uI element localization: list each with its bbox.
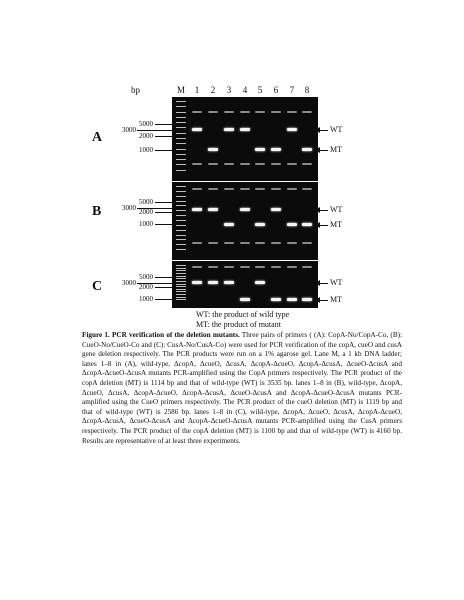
lane-label-5: 5	[257, 85, 263, 95]
ladder-band	[176, 143, 186, 144]
faint-band	[192, 163, 202, 165]
gel-panel-c	[172, 261, 318, 308]
ladder-band	[176, 230, 186, 231]
ladder-band	[176, 278, 186, 279]
panel-letter-a: A	[92, 130, 103, 145]
ladder-band	[176, 286, 186, 287]
gel-panel-b	[172, 182, 318, 260]
panel-letter-c: C	[92, 279, 103, 294]
faint-band	[192, 242, 202, 244]
ladder-band	[176, 205, 186, 206]
gel-band-b-lane-5	[255, 223, 265, 226]
panel-a-left-marker: 3000	[122, 126, 136, 134]
panel-c-left-marker: 3000	[122, 279, 136, 287]
ladder-band	[176, 210, 186, 211]
panel-c-mt-label: MT	[330, 295, 342, 304]
ladder-band	[176, 164, 186, 165]
gel-band-c-lane-8	[302, 298, 312, 301]
panel-c-marker-line-2000	[155, 287, 172, 288]
faint-band	[302, 266, 312, 268]
ladder-band	[176, 244, 186, 245]
faint-band	[302, 163, 312, 165]
gel-band-b-lane-6	[271, 208, 281, 211]
lane-label-m: M	[176, 85, 185, 95]
gel-band-a-lane-4	[240, 128, 250, 131]
faint-band	[302, 242, 312, 244]
ladder-band	[176, 201, 186, 202]
gel-band-a-lane-7	[287, 128, 297, 131]
faint-band	[287, 111, 297, 113]
panel-b-mt-arrow	[318, 225, 328, 226]
panel-letter-b: B	[92, 204, 102, 219]
gel-band-c-lane-4	[240, 298, 250, 301]
faint-band	[255, 163, 265, 165]
gel-band-a-lane-2	[208, 148, 218, 151]
gel-band-b-lane-7	[287, 223, 297, 226]
faint-band	[240, 163, 250, 165]
ladder-band	[176, 122, 186, 123]
panel-c-wt-label: WT	[330, 278, 343, 287]
figure-caption	[82, 331, 402, 446]
faint-band	[224, 242, 234, 244]
ladder-band	[176, 170, 186, 171]
panel-b-marker-1000: 1000	[139, 220, 153, 228]
ladder-band	[176, 276, 186, 277]
faint-band	[287, 266, 297, 268]
faint-band	[208, 242, 218, 244]
panel-b-wt-label: WT	[330, 205, 343, 214]
gel-band-b-lane-4	[240, 208, 250, 211]
gel-band-b-lane-3	[224, 223, 234, 226]
faint-band	[224, 163, 234, 165]
gel-band-c-lane-1	[192, 281, 202, 284]
faint-band	[271, 266, 281, 268]
lane-label-4: 4	[242, 85, 248, 95]
bp-axis-label: bp	[131, 85, 140, 95]
panel-c-marker-line-5000	[155, 277, 172, 278]
ladder-band	[176, 270, 186, 271]
gel-band-a-lane-1	[192, 128, 202, 131]
panel-a-marker-5000: 5000	[139, 120, 153, 128]
faint-band	[271, 163, 281, 165]
ladder-band	[176, 154, 186, 155]
panel-c-marker-5000: 5000	[139, 273, 153, 281]
faint-band	[302, 111, 312, 113]
panel-a-mt-arrow	[318, 150, 328, 151]
ladder-band	[176, 225, 186, 226]
faint-band	[255, 266, 265, 268]
faint-band	[271, 188, 281, 190]
gel-band-c-lane-6	[271, 298, 281, 301]
panel-a-marker-line-5000	[155, 124, 172, 125]
faint-band	[287, 188, 297, 190]
ladder-band	[176, 249, 186, 250]
ladder-band	[176, 281, 186, 282]
gel-band-c-lane-2	[208, 281, 218, 284]
faint-band	[224, 266, 234, 268]
gel-band-a-lane-5	[255, 148, 265, 151]
faint-band	[208, 111, 218, 113]
ladder-band	[176, 149, 186, 150]
panel-a-wt-label: WT	[330, 125, 343, 134]
ladder-band	[176, 297, 186, 298]
faint-band	[208, 163, 218, 165]
faint-band	[255, 242, 265, 244]
caption-title: Figure 1. PCR verification of the deletion mutants.	[82, 331, 240, 339]
ladder-band	[176, 265, 186, 266]
faint-band	[224, 188, 234, 190]
faint-band	[271, 111, 281, 113]
ladder-band	[176, 291, 186, 292]
gel-band-a-lane-3	[224, 128, 234, 131]
ladder-band	[176, 235, 186, 236]
panel-a-marker-line-2000	[155, 136, 172, 137]
gel-band-b-lane-2	[208, 208, 218, 211]
lane-label-1: 1	[194, 85, 200, 95]
lane-label-6: 6	[273, 85, 279, 95]
ladder-band	[176, 117, 186, 118]
panel-b-marker-line-1000	[155, 224, 172, 225]
ladder-band	[176, 159, 186, 160]
panel-a-marker-2000: 2000	[139, 132, 153, 140]
ladder-band	[176, 299, 186, 300]
panel-b-marker-line-5000	[155, 202, 172, 203]
faint-band	[302, 188, 312, 190]
ladder-band	[176, 284, 186, 285]
ladder-band	[176, 138, 186, 139]
faint-band	[192, 111, 202, 113]
panel-b-left-marker: 3000	[122, 204, 136, 212]
ladder-band	[176, 289, 186, 290]
legend-wt: WT: the product of wild type	[196, 310, 290, 319]
lane-label-8: 8	[304, 85, 310, 95]
ladder-band	[176, 273, 186, 274]
faint-band	[240, 266, 250, 268]
gel-band-a-lane-8	[302, 148, 312, 151]
panel-a-wt-arrow	[318, 130, 328, 131]
gel-band-b-lane-1	[192, 208, 202, 211]
gel-band-c-lane-3	[224, 281, 234, 284]
panel-c-mt-arrow	[318, 300, 328, 301]
ladder-band	[176, 220, 186, 221]
gel-band-c-lane-7	[287, 298, 297, 301]
faint-band	[255, 188, 265, 190]
faint-band	[208, 188, 218, 190]
panel-b-marker-5000: 5000	[139, 198, 153, 206]
ladder-band	[176, 268, 186, 269]
panel-c-marker-2000: 2000	[139, 283, 153, 291]
ladder-band	[176, 294, 186, 295]
panel-a-mt-label: MT	[330, 145, 342, 154]
panel-b-wt-arrow	[318, 210, 328, 211]
panel-c-wt-arrow	[318, 283, 328, 284]
caption-body: Three pairs of primers ( (A): CopA-No/CopA-Co, (B): CueO-No/CueO-Co and (C): CusA-No/CusA-Co) were used for PCR verification of the copA, cueO and cusA gene deletion respectively. The PCR products were run on a 1% agarose gel. Lane M, a 1 kb DNA ladder; lanes 1–8 in (A), wild-type, ΔcopA, ΔcueO, ΔcusA, ΔcopA-ΔcueO, ΔcopA-ΔcusA, ΔcueO-ΔcusA and ΔcopA-ΔcueO-ΔcusA mutants PCR-amplified using the CopA primers respectively. The PCR product of the copA deletion (MT) is 1114 bp and that of wild-type (WT) is 3535 bp. lanes 1–8 in (B), wild-type, ΔcopA, ΔcueO, ΔcusA, ΔcopA-ΔcueO, ΔcopA-ΔcusA, ΔcueO-ΔcusA and ΔcopA-ΔcueO-ΔcusA mutants PCR-amplified using the CueO primers respectively. The PCR product of the cueO deletion (MT) is 1119 bp and that of wild-type (WT) is 2586 bp. lanes 1–8 in (C), wild-type, ΔcopA, ΔcueO, ΔcusA, ΔcopA-ΔcueO, ΔcopA-ΔcusA, ΔcueO-ΔcusA and ΔcopA-ΔcueO-ΔcusA mutants PCR-amplified using the CusA primers respectively. The PCR product of the copA deletion (MT) is 1100 bp and that of wild-type (WT) is 4160 bp. Results are representative of at least three experiments.	[82, 331, 402, 445]
ladder-band	[176, 186, 186, 187]
lane-label-3: 3	[226, 85, 232, 95]
lane-label-2: 2	[210, 85, 216, 95]
gel-panel-a	[172, 97, 318, 181]
ladder-band	[176, 106, 186, 107]
faint-band	[287, 163, 297, 165]
ladder-band	[176, 133, 186, 134]
faint-band	[287, 242, 297, 244]
lane-label-7: 7	[289, 85, 295, 95]
panel-c-marker-1000: 1000	[139, 295, 153, 303]
ladder-band	[176, 239, 186, 240]
faint-band	[192, 188, 202, 190]
faint-band	[224, 111, 234, 113]
panel-a-left-marker-line	[137, 130, 172, 131]
faint-band	[208, 266, 218, 268]
panel-b-marker-line-2000	[155, 212, 172, 213]
faint-band	[240, 188, 250, 190]
legend-mt: MT: the product of mutant	[196, 320, 281, 329]
panel-b-marker-2000: 2000	[139, 208, 153, 216]
faint-band	[240, 242, 250, 244]
ladder-band	[176, 101, 186, 102]
gel-band-b-lane-8	[302, 223, 312, 226]
panel-c-marker-line-1000	[155, 299, 172, 300]
ladder-band	[176, 127, 186, 128]
faint-band	[271, 242, 281, 244]
faint-band	[255, 111, 265, 113]
gel-band-c-lane-5	[255, 281, 265, 284]
ladder-band	[176, 215, 186, 216]
ladder-band	[176, 196, 186, 197]
panel-b-mt-label: MT	[330, 220, 342, 229]
ladder-band	[176, 191, 186, 192]
faint-band	[192, 266, 202, 268]
gel-band-a-lane-6	[271, 148, 281, 151]
ladder-band	[176, 112, 186, 113]
faint-band	[240, 111, 250, 113]
panel-a-marker-1000: 1000	[139, 146, 153, 154]
panel-a-marker-line-1000	[155, 150, 172, 151]
